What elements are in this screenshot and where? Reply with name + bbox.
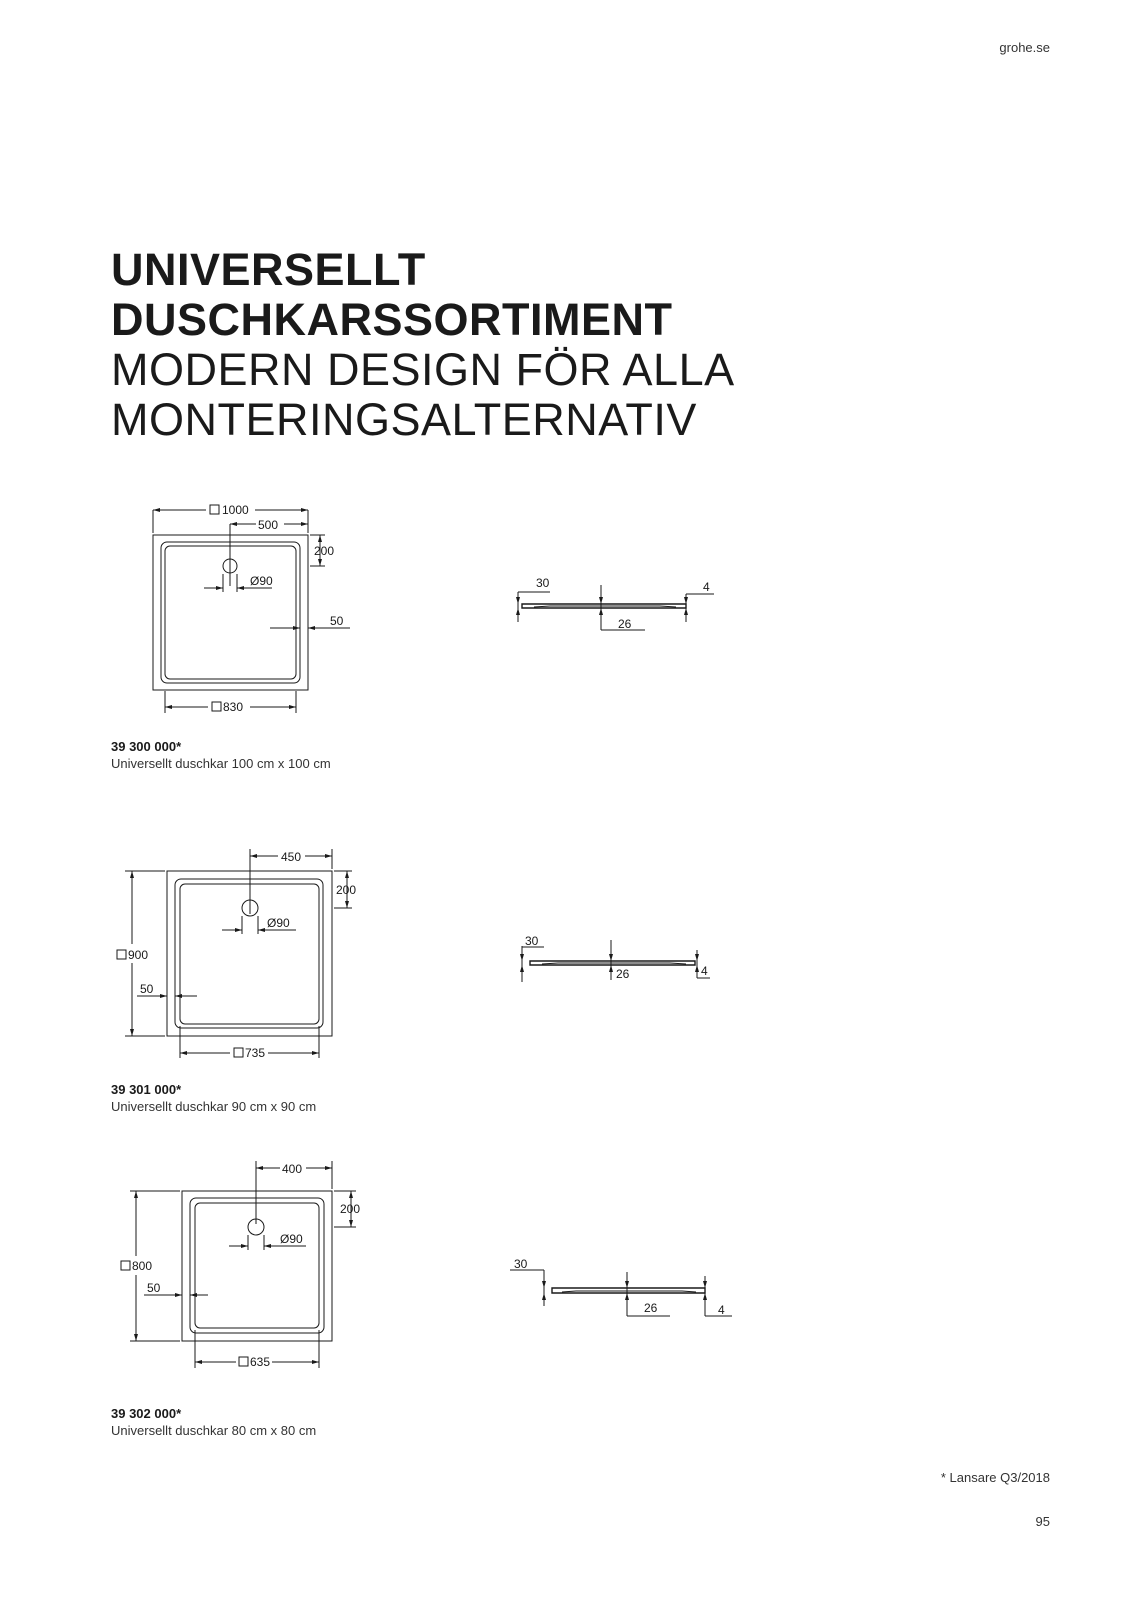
profile-rim-label: 4 [701,964,708,978]
dim-rim-label: 50 [330,614,344,628]
heading-line-4: MONTERINGSALTERNATIV [111,394,697,445]
plan-drawing-80 [116,1158,366,1378]
dim-edge-top-label: 200 [340,1202,361,1216]
page-number: 95 [1035,1514,1050,1529]
profile-drawing-80 [510,1254,740,1324]
dim-drain-label: Ø90 [267,916,290,930]
dim-drain-offset-label: 400 [282,1162,303,1176]
profile-drawing-90 [510,930,730,1000]
dim-inner-label: 635 [250,1355,271,1369]
dim-drain-offset-label: 450 [281,850,302,864]
product-description: Universellt duschkar 80 cm x 80 cm [111,1423,317,1438]
heading-line-3: MODERN DESIGN FÖR ALLA [111,344,735,395]
footnote: * Lansare Q3/2018 [940,1470,1050,1485]
profile-depth-label: 26 [618,617,632,631]
product-39300000 [111,738,331,772]
dim-inner-label: 830 [223,700,244,714]
dim-outer-label: 1000 [222,503,249,517]
plan-drawing-90 [112,846,362,1066]
profile-rim-label: 4 [718,1303,725,1317]
profile-depth-label: 26 [616,967,630,981]
dim-outer-label: 900 [128,948,149,962]
profile-height-label: 30 [536,576,550,590]
dim-edge-top-label: 200 [314,544,335,558]
site-url: grohe.se [999,40,1050,55]
dim-outer-label: 800 [132,1259,153,1273]
plan-drawing-100 [140,498,370,723]
page-heading [111,245,831,445]
heading-line-2: DUSCHKARSSORTIMENT [111,294,673,345]
dim-rim-label: 50 [140,982,154,996]
profile-depth-label: 26 [644,1301,658,1315]
product-39301000 [111,1081,316,1115]
dim-inner-label: 735 [245,1046,266,1060]
heading-line-1: UNIVERSELLT [111,244,426,295]
dim-drain-label: Ø90 [280,1232,303,1246]
profile-drawing-100 [510,572,730,642]
profile-rim-label: 4 [703,580,710,594]
dim-rim-label: 50 [147,1281,161,1295]
product-description: Universellt duschkar 100 cm x 100 cm [111,756,331,771]
dim-drain-label: Ø90 [250,574,273,588]
product-code: 39 302 000* [111,1406,182,1421]
product-39302000 [111,1405,316,1439]
profile-height-label: 30 [525,934,539,948]
product-code: 39 300 000* [111,739,182,754]
dim-edge-top-label: 200 [336,883,357,897]
profile-height-label: 30 [514,1257,528,1271]
product-code: 39 301 000* [111,1082,182,1097]
product-description: Universellt duschkar 90 cm x 90 cm [111,1099,317,1114]
dim-drain-offset-label: 500 [258,518,279,532]
